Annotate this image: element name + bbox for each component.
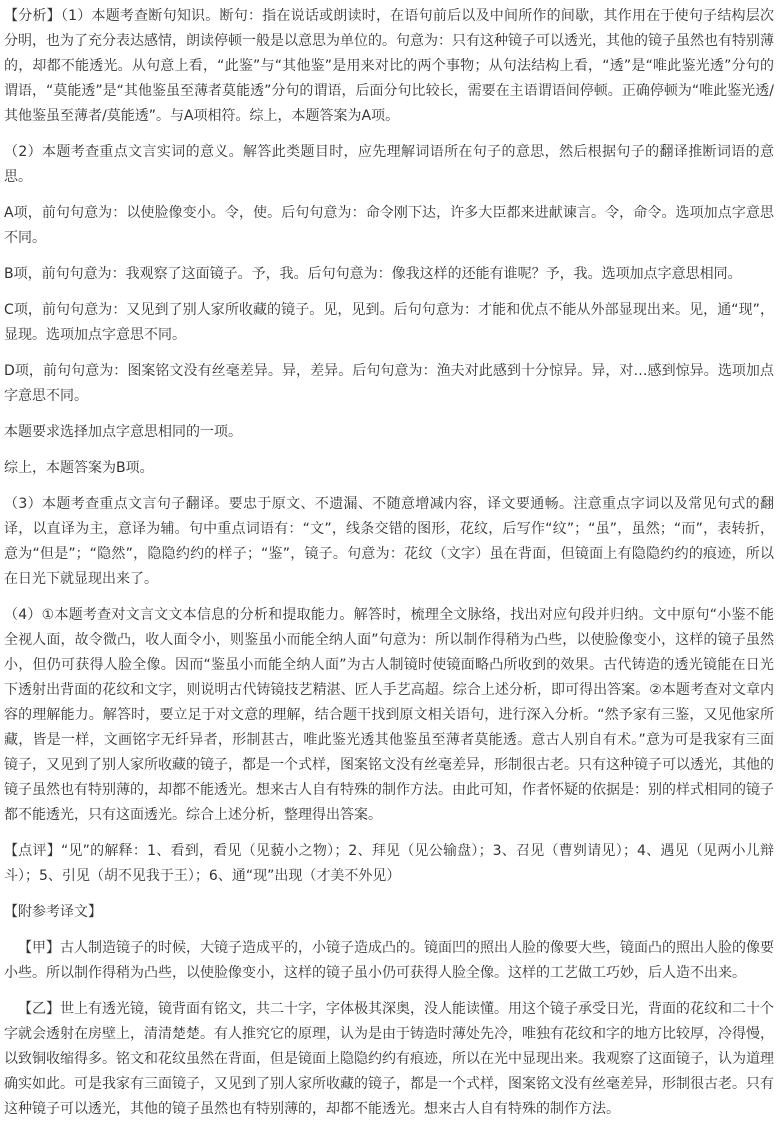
comment-section [4,839,774,889]
comment-text: “见”的解释：1、看到，看见（见藐小之物）；2、拜见（见公输盘）；3、召见（曹刿请见）；4、遇见（见两小儿辩斗）；5、引见（胡不见我于王）；6、通“现”出现（才美不外见） [4,843,774,884]
analysis-part-4: （4）①本题考查对文言文文本信息的分析和提取能力。解答时，梳理全文脉络，找出对应句段并归纳。文中原句“小鉴不能全视人面，故令微凸，收人面令小，则鉴虽小而能全纳人面”句意为：所以制作得稍为凸些，以使脸像变小，这样的镜子虽然小，但仍可获得人脸全像。因而“鉴虽小而能全纳人面”为古人制镜时使镜面略凸所收到的效果。古代铸造的透光镜能在日光下透射出背面的花纹和文字，则说明古代铸镜技艺精湛、匠人手艺高超。综合上述分析，即可得出答案。②本题考查对文章内容的理解能力。解答时，要立足于对文意的理解，结合题干找到原文相关语句，进行深入分析。“然予家有三鉴，又见他家所藏，皆是一样，文画铭字无纤异者，形制甚古，唯此鉴光透其他鉴虽至薄者莫能透。意古人别自有术。”意为可是我家有三面镜子，又见到了别人家所收藏的镜子，都是一个式样，图案铭文没有丝毫差异，形制很古老。只有这种镜子可以透光，其他的镜子虽然也有特别薄的，却都不能透光。想来古人自有特殊的制作方法。由此可知，作者怀疑的依据是：别的样式相同的镜子都不能透光，只有这面透光。综合上述分析，整理得出答案。 [4,607,774,823]
translation-heading: 【附参考译文】 [4,904,102,920]
question-requirement: 本题要求选择加点字意思相同的一项。 [4,424,242,440]
analysis-part-1 [4,4,774,129]
analysis-text-1: （1）本题考查断句知识。断句：指在说话或朗读时，在语句前后以及中间所作的间歇，其作用在于使句子结构层次分明，也为了充分表达感情，朗读停顿一般是以意思为单位的。句意为：只有这种镜子可以透光，其他的镜子虽然也有特别薄的，却都不能透光。从句意上看，“此鉴”与“其他鉴”是用来对比的两个事物；从句法结构上看，“透”是“唯此鉴光透”分句的谓语，“莫能透”是“其他鉴虽至薄者莫能透”分句的谓语，后面分句比较长，需要在主语谓语间停顿。正确停顿为“唯此鉴光透/其他鉴虽至薄者/莫能透”。与A项相符。综上，本题答案为A项。 [4,8,775,124]
analysis-part-2: （2）本题考查重点文言实词的意义。解答此类题目时，应先理解词语所在句子的意思，然后根据句子的翻译推断词语的意思。 [4,144,774,185]
question-2-answer: 综上，本题答案为B项。 [4,460,154,476]
translation-yi: 【乙】世上有透光镜，镜背面有铭文，共二十字，字体极其深奥，没人能读懂。用这个镜子承受日光，背面的花纹和二十个字就会透射在房壁上，清清楚楚。有人推究它的原理，认为是由于铸造时薄处先冷，唯独有花纹和字的地方比较厚，冷得慢，以致铜收缩得多。铭文和花纹虽然在背面，但是镜面上隐隐约约有痕迹，所以在光中显现出来。我观察了这面镜子，认为道理确实如此。可是我家有三面镜子，又见到了别人家所收藏的镜子，都是一个式样，图案铭文没有丝毫差异，形制很古老。只有这种镜子可以透光，其他的镜子虽然也有特别薄的，却都不能透光。想来古人自有特殊的制作方法。 [4,1001,774,1117]
option-d-explanation: D项，前句句意为：图案铭文没有丝毫差异。异，差异。后句句意为：渔夫对此感到十分惊异。异，对…感到惊异。选项加点字意思不同。 [4,363,774,404]
analysis-label: 【分析】 [4,8,61,24]
option-b-explanation: B项，前句句意为：我观察了这面镜子。予，我。后句句意为：像我这样的还能有谁呢？予，我。选项加点字意思相同。 [4,266,742,282]
analysis-part-3: （3）本题考查重点文言句子翻译。要忠于原文、不遗漏、不随意增减内容，译文要通畅。注意重点字词以及常见句式的翻译，以直译为主，意译为辅。句中重点词语有：“文”，线条交错的图形，花纹，后写作“纹”；“虽”，虽然；“而”，表转折，意为“但是”；“隐然”，隐隐约约的样子；“鉴”，镜子。句意为：花纹（文字）虽在背面，但镜面上有隐隐约约的痕迹，所以在日光下就显现出来了。 [4,496,774,587]
option-a-explanation: A项，前句句意为：以使脸像变小。令，使。后句句意为：命令刚下达，许多大臣都来进献谏言。令，命令。选项加点字意思不同。 [4,205,774,246]
comment-label: 【点评】 [4,843,61,859]
option-c-explanation: C项，前句句意为：又见到了别人家所收藏的镜子。见，见到。后句句意为：才能和优点不能从外部显现出来。见，通“现”，显现。选项加点字意思不同。 [4,302,774,343]
translation-jia: 【甲】古人制造镜子的时候，大镜子造成平的，小镜子造成凸的。镜面凹的照出人脸的像要大些，镜面凸的照出人脸的像要小些。所以制作得稍为凸些，以使脸像变小，这样的镜子虽小仍可获得人脸全像。这样的工艺做工巧妙，后人造不出来。 [4,940,774,981]
